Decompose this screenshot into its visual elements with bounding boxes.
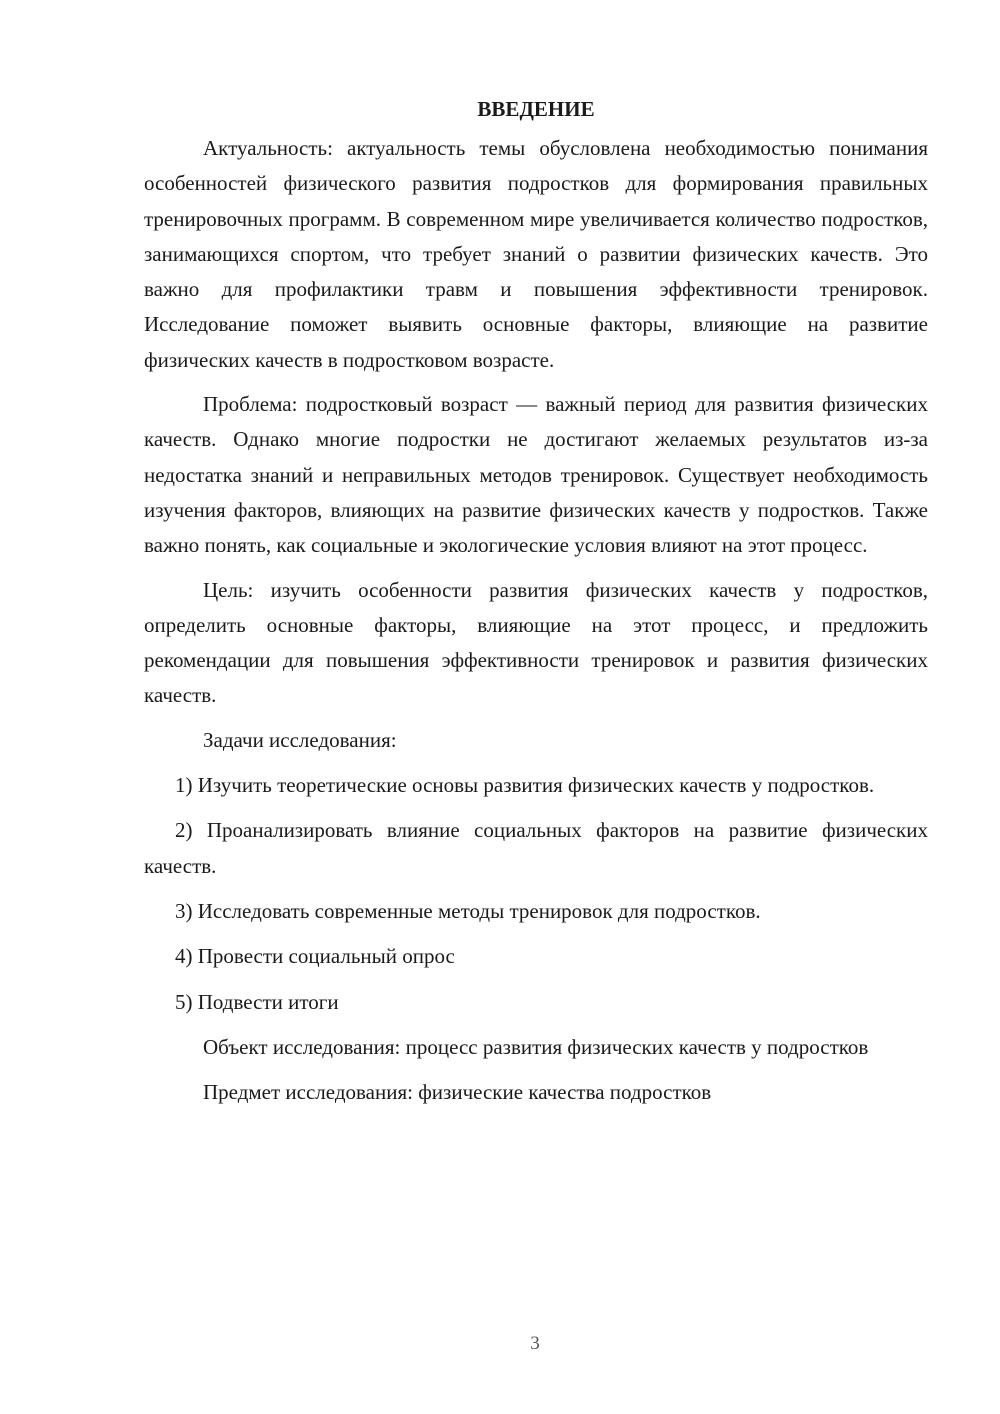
research-subject: Предмет исследования: физические качества подростков: [203, 1080, 712, 1105]
document-page: [144, 92, 928, 1110]
task-item-5: 5) Подвести итоги: [175, 989, 339, 1014]
task-item-4: 4) Провести социальный опрос: [175, 944, 455, 969]
page-number: 3: [530, 1333, 540, 1354]
task-item-3: 3) Исследовать современные методы тренировок для подростков.: [175, 898, 761, 923]
goal-paragraph: Цель: изучить особенности развития физических качеств у подростков, определить основные факторы, влияющие на этот процесс, и предложить рекомендации для повышения эффективности тренировок и развития физических качеств.: [144, 577, 928, 708]
research-object: Объект исследования: процесс развития физических качеств у подростков: [203, 1034, 869, 1059]
problem-paragraph: Проблема: подростковый возраст — важный период для развития физических качеств. Однако многие подростки не достигают желаемых результатов из-за недостатка знаний и неправильных методов тренировок. Существует необходимость изучения факторов, влияющих на развитие физических качеств у подростков. Также важно понять, как социальные и экологические условия влияют на этот процесс.: [144, 392, 928, 558]
task-item-1: 1) Изучить теоретические основы развития физических качеств у подростков.: [175, 773, 875, 798]
relevance-paragraph: Актуальность: актуальность темы обусловлена необходимостью понимания особенностей физического развития подростков для формирования правильных тренировочных программ. В современном мире увеличивается количество подростков, занимающихся спортом, что требует знаний о развитии физических качеств. Это важно для профилактики травм и повышения эффективности тренировок. Исследование поможет выявить основные факторы, влияющие на развитие физических качеств в подростковом возрасте.: [144, 136, 928, 372]
task-item-2: 2) Проанализировать влияние социальных факторов на развитие физических качеств.: [144, 818, 928, 878]
page-title: ВВЕДЕНИЕ: [477, 97, 595, 121]
tasks-heading: Задачи исследования:: [203, 727, 397, 752]
